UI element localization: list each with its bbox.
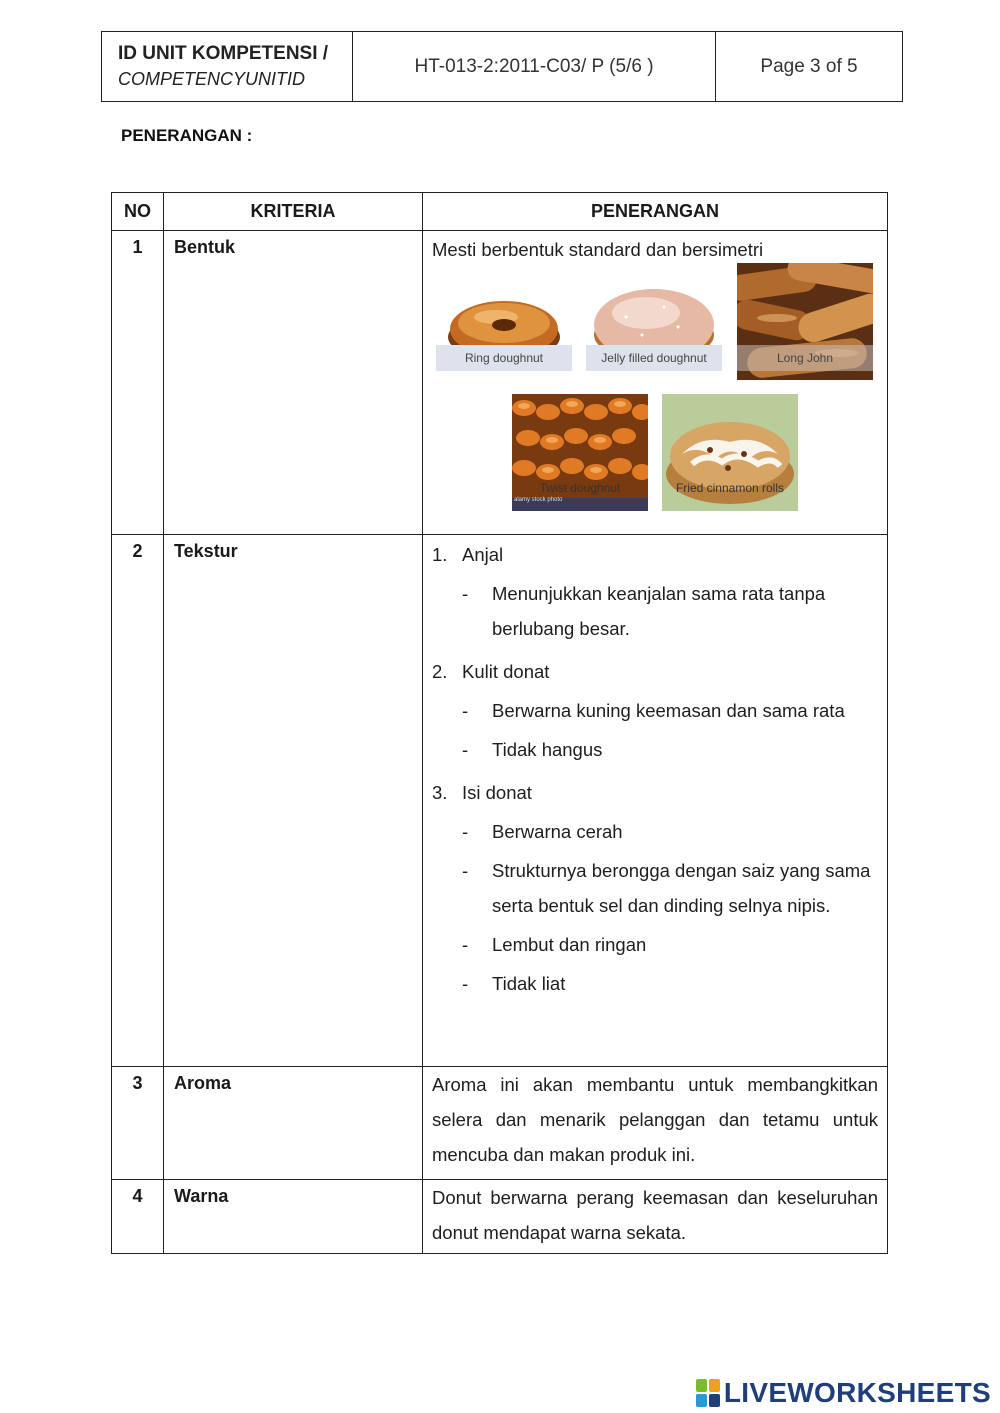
criteria-description bbox=[423, 535, 888, 1067]
shape-description: Mesti berbentuk standard dan bersimetri bbox=[432, 239, 764, 260]
item-title: Isi donat bbox=[462, 782, 532, 803]
list-item bbox=[432, 775, 878, 1009]
table-row bbox=[112, 535, 888, 1067]
criteria-name: Warna bbox=[164, 1180, 423, 1254]
cinnamon-roll-caption: Fried cinnamon rolls bbox=[675, 481, 785, 495]
criteria-description: Aroma ini akan membantu untuk membangkitkan selera dan menarik pelanggan dan tetamu untuk mencuba dan makan produk ini. bbox=[423, 1067, 888, 1180]
sub-list bbox=[432, 572, 878, 654]
sub-list bbox=[432, 810, 878, 1009]
criteria-table bbox=[111, 192, 888, 1254]
list-item: - Tidak liat bbox=[462, 966, 878, 1001]
criteria-name: Tekstur bbox=[164, 535, 423, 1067]
item-number: 2. bbox=[432, 661, 448, 682]
item-title: Kulit donat bbox=[462, 661, 550, 682]
col-header-no: NO bbox=[112, 193, 164, 231]
unit-id-label: ID UNIT KOMPETENSI / bbox=[118, 43, 329, 64]
table-row bbox=[112, 1180, 888, 1254]
logo-icon bbox=[696, 1379, 720, 1407]
list-item: - Strukturnya berongga dengan saiz yang sama serta bentuk sel dan dinding selnya nipis. bbox=[462, 853, 878, 923]
list-item: - Berwarna kuning keemasan dan sama rata bbox=[462, 693, 878, 728]
list-item: - Berwarna cerah bbox=[462, 814, 878, 849]
twist-doughnut-caption: Twist doughnut bbox=[539, 481, 621, 495]
criteria-description: Donut berwarna perang keemasan dan keseluruhan donut mendapat warna sekata. bbox=[423, 1180, 888, 1254]
texture-list bbox=[432, 537, 878, 1009]
doughnut-gallery bbox=[432, 263, 878, 529]
ring-doughnut-caption: Ring doughnut bbox=[436, 345, 572, 371]
document-code: HT-013-2:2011-C03/ P (5/6 ) bbox=[353, 32, 716, 101]
list-item: - Tidak hangus bbox=[462, 732, 878, 767]
section-title: PENERANGAN : bbox=[121, 126, 253, 145]
row-number: 3 bbox=[112, 1067, 164, 1180]
list-item: - Lembut dan ringan bbox=[462, 927, 878, 962]
criteria-description bbox=[423, 231, 888, 535]
item-title: Anjal bbox=[462, 544, 504, 565]
criteria-name: Bentuk bbox=[164, 231, 423, 535]
row-number: 4 bbox=[112, 1180, 164, 1254]
unit-id-cell bbox=[102, 32, 353, 101]
document-header bbox=[101, 31, 903, 102]
list-item: - Menunjukkan keanjalan sama rata tanpa berlubang besar. bbox=[462, 576, 878, 646]
logo-text: LIVEWORKSHEETS bbox=[723, 1377, 991, 1408]
unit-id-label-en: COMPETENCYUNITID bbox=[118, 69, 306, 89]
sub-list bbox=[432, 689, 878, 775]
col-header-penerangan: PENERANGAN bbox=[423, 193, 888, 231]
row-number: 1 bbox=[112, 231, 164, 535]
list-item bbox=[432, 537, 878, 654]
stock-watermark: alamy stock photo bbox=[514, 497, 563, 503]
jelly-doughnut-caption: Jelly filled doughnut bbox=[586, 345, 722, 371]
page-number: Page 3 of 5 bbox=[760, 55, 858, 77]
criteria-name: Aroma bbox=[164, 1067, 423, 1180]
item-number: 3. bbox=[432, 782, 448, 803]
list-item bbox=[432, 654, 878, 775]
table-row bbox=[112, 1067, 888, 1180]
long-john-caption: Long John bbox=[737, 345, 873, 371]
table-row bbox=[112, 231, 888, 535]
item-number: 1. bbox=[432, 544, 448, 565]
table-header-row bbox=[112, 193, 888, 231]
col-header-kriteria: KRITERIA bbox=[164, 193, 423, 231]
row-number: 2 bbox=[112, 535, 164, 1067]
liveworksheets-logo bbox=[696, 1377, 991, 1409]
